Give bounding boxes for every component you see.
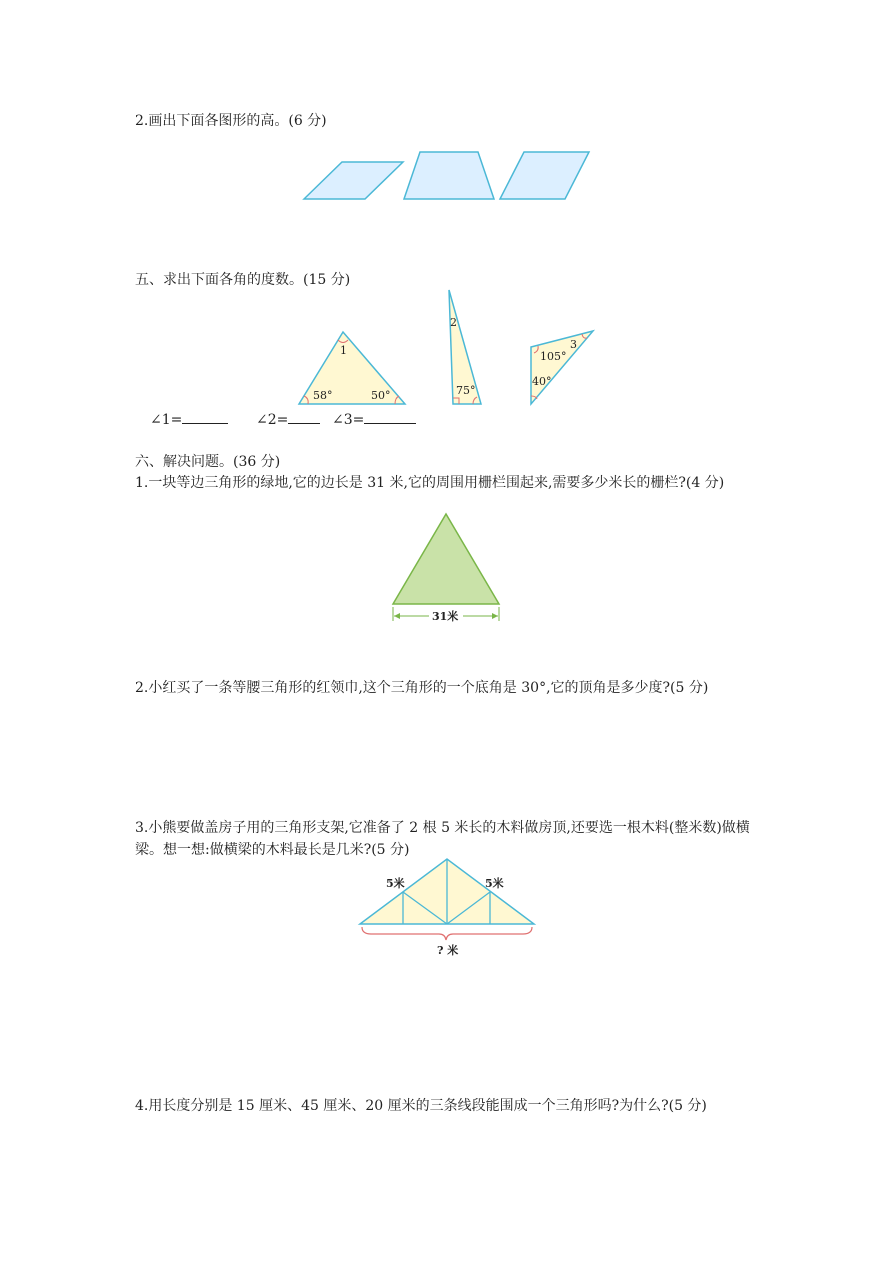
answer-angle-2 xyxy=(256,409,320,431)
tri3-a-label: 105° xyxy=(540,350,567,363)
answer-angle-2-label: ∠2= xyxy=(256,412,289,428)
tri3-c-label: 40° xyxy=(532,375,552,388)
equilateral-triangle-figure xyxy=(385,508,510,628)
answer-angle-1 xyxy=(150,409,228,431)
dim-arrow-right xyxy=(492,613,498,619)
span-brace xyxy=(362,927,532,940)
tri1-apex-label: 1 xyxy=(340,344,347,357)
side-length-label: 31米 xyxy=(432,610,459,623)
tri1-right-label: 50° xyxy=(371,389,391,402)
problem-1: 1.一块等边三角形的绿地,它的边长是 31 米,它的周围用栅栏围起来,需要多少米长的栅栏?(4 分) xyxy=(135,475,725,491)
answer-blank-3[interactable] xyxy=(364,409,416,424)
tri1-left-label: 58° xyxy=(313,389,333,402)
answer-blank-1[interactable] xyxy=(182,409,228,424)
triangle-3 xyxy=(531,331,593,404)
right-rafter-label: 5米 xyxy=(485,877,504,890)
angles-figure xyxy=(295,288,600,410)
tri3-b-label: 3 xyxy=(570,338,577,351)
section6-title: 六、解决问题。(36 分) xyxy=(135,454,281,470)
answer-angle-3-label: ∠3= xyxy=(332,412,365,428)
trapezoid xyxy=(404,152,494,199)
problem-4: 4.用长度分别是 15 厘米、45 厘米、20 厘米的三条线段能围成一个三角形吗?为什么?(5 分) xyxy=(135,1098,707,1114)
answer-angle-3 xyxy=(332,409,416,431)
answer-blank-2[interactable] xyxy=(288,409,320,424)
left-rafter-label: 5米 xyxy=(386,877,405,890)
question-draw-heights: 2.画出下面各图形的高。(6 分) xyxy=(135,113,327,129)
section5-title: 五、求出下面各角的度数。(15 分) xyxy=(135,272,351,288)
problem-3: 3.小熊要做盖房子用的三角形支架,它准备了 2 根 5 米长的木料做房顶,还要选一根木料(整米数)做横梁。想一想:做横梁的木料最长是几米?(5 分) xyxy=(135,820,750,858)
parallelogram-2 xyxy=(500,152,589,199)
dim-arrow-left xyxy=(394,613,400,619)
roof-frame-figure xyxy=(355,856,540,958)
answer-angle-1-label: ∠1= xyxy=(150,412,183,428)
parallelogram-1 xyxy=(304,162,403,199)
tri2-bottom-label: 75° xyxy=(456,384,476,397)
tri2-top-label: 2 xyxy=(450,316,457,329)
problem-2: 2.小红买了一条等腰三角形的红领巾,这个三角形的一个底角是 30°,它的顶角是多少度?(5 分) xyxy=(135,680,709,696)
green-triangle xyxy=(393,514,499,604)
beam-length-label: ? 米 xyxy=(437,944,459,957)
shapes-figure xyxy=(300,148,595,204)
